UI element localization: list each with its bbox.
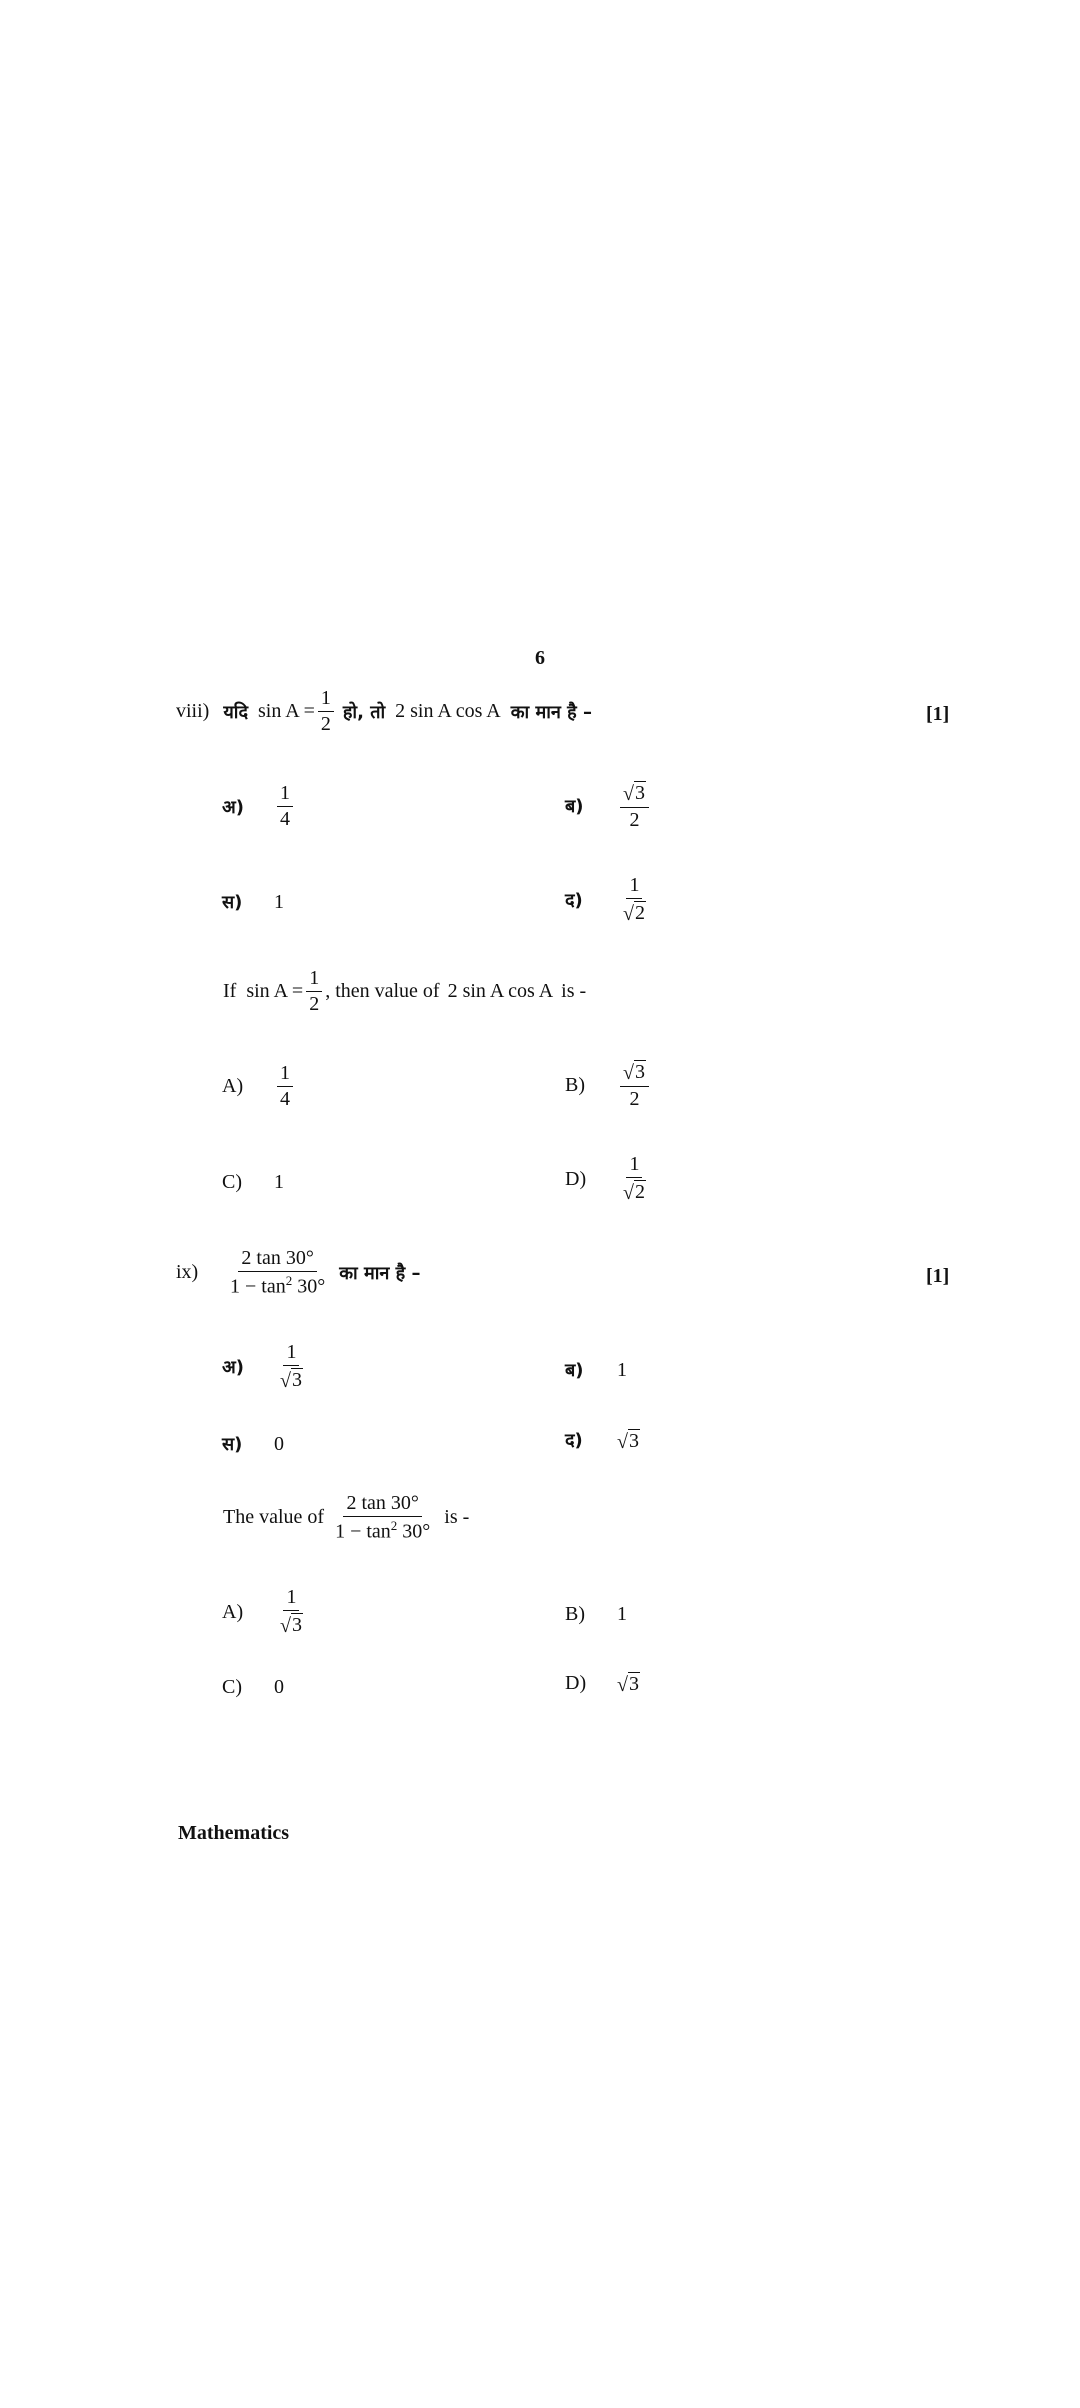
option-label: D) — [565, 1167, 587, 1190]
radicand: 3 — [291, 1614, 302, 1636]
option-d — [565, 1154, 652, 1204]
fraction-half — [306, 968, 322, 1015]
sin-expression: sin A = — [258, 700, 315, 722]
sqrt-icon: √ 3 — [280, 1614, 302, 1637]
fraction-numerator: 1 — [626, 1154, 642, 1178]
radicand: 2 — [634, 1181, 645, 1203]
fraction — [277, 1342, 306, 1392]
hindi-text: का मान है – — [510, 701, 592, 723]
option-label: C) — [222, 1676, 242, 1698]
fraction-numerator — [620, 781, 649, 808]
fraction — [620, 875, 649, 925]
option-value: 1 — [274, 890, 284, 913]
option-c — [222, 1676, 284, 1699]
option-label: B) — [565, 1073, 585, 1096]
fraction-denominator: 4 — [280, 1088, 290, 1110]
fraction-denominator — [332, 1517, 433, 1543]
option-label: स) — [222, 892, 243, 913]
fraction-numerator: 1 — [277, 1063, 293, 1087]
fraction — [620, 1060, 649, 1110]
fraction-denominator: 2 — [629, 809, 640, 831]
option-label: द) — [565, 890, 583, 911]
exponent: 2 — [390, 1518, 398, 1533]
option-a — [222, 1587, 309, 1637]
sqrt-icon: √ 2 — [623, 1181, 645, 1204]
radicand: 3 — [634, 782, 645, 804]
option-b — [565, 1060, 652, 1110]
hindi-text: हो, तो — [342, 701, 386, 723]
footer-subject: Mathematics — [178, 1822, 290, 1844]
fraction-numerator: 1 — [283, 1342, 299, 1366]
option-c — [222, 890, 284, 914]
sqrt-icon: √ 3 — [623, 782, 645, 805]
option-a — [222, 783, 296, 830]
fraction-denominator: 2 — [629, 1088, 640, 1110]
fraction-numerator — [620, 1060, 649, 1087]
denominator-part: 1 − tan — [230, 1275, 286, 1298]
option-d — [565, 875, 652, 925]
fraction-numerator: 1 — [306, 968, 322, 992]
fraction-numerator: 2 tan 30° — [238, 1248, 316, 1272]
fraction — [277, 1587, 306, 1637]
fraction-denominator — [620, 1178, 649, 1204]
fraction-denominator: 2 — [309, 993, 320, 1015]
option-b — [565, 1358, 627, 1382]
english-text: is - — [561, 980, 587, 1002]
english-text: is - — [444, 1506, 470, 1529]
question-number: ix) — [176, 1261, 199, 1284]
sqrt-icon: √ 3 — [623, 1061, 645, 1084]
english-text: If — [223, 980, 237, 1002]
option-d — [565, 1428, 640, 1452]
option-c — [222, 1432, 284, 1456]
fraction-denominator: 2 — [320, 713, 331, 735]
fraction — [277, 783, 293, 830]
option-a — [222, 1342, 309, 1392]
marks-badge: [1] — [926, 1265, 950, 1287]
option-value: 1 — [617, 1603, 627, 1625]
option-value: 0 — [274, 1432, 284, 1455]
question-number: viii) — [176, 700, 210, 722]
fraction-numerator: 1 — [318, 688, 334, 712]
sqrt-icon: √ 2 — [623, 902, 645, 925]
option-b — [565, 781, 652, 831]
option-value: 1 — [274, 1171, 284, 1193]
fraction-denominator — [620, 899, 649, 925]
fraction-tan — [227, 1248, 328, 1298]
fraction-numerator: 1 — [626, 875, 642, 899]
question-8-english — [223, 968, 586, 1015]
option-label: B) — [565, 1603, 585, 1625]
question-9-english — [223, 1493, 469, 1543]
option-c — [222, 1171, 284, 1194]
fraction-numerator: 1 — [283, 1587, 299, 1611]
option-value: 0 — [274, 1676, 284, 1698]
question-9-hindi — [176, 1248, 420, 1298]
option-label: अ) — [222, 796, 244, 818]
radicand: 3 — [628, 1429, 639, 1452]
english-text: , then value of — [325, 980, 440, 1002]
denominator-part: 30° — [397, 1520, 431, 1543]
option-label: ब) — [565, 1360, 584, 1381]
fraction-numerator: 2 tan 30° — [343, 1493, 421, 1517]
option-value: 1 — [617, 1358, 627, 1381]
radicand: 3 — [628, 1673, 639, 1695]
fraction-denominator — [277, 1366, 306, 1392]
option-label: अ) — [222, 1357, 244, 1378]
sin-expression: sin A = — [246, 980, 304, 1002]
fraction-numerator: 1 — [277, 783, 293, 807]
option-label: A) — [222, 1075, 244, 1097]
fraction — [620, 1154, 649, 1204]
option-label: द) — [565, 1430, 583, 1451]
option-label: D) — [565, 1672, 587, 1694]
denominator-part: 30° — [292, 1275, 326, 1298]
option-b — [565, 1603, 627, 1626]
expression: 2 sin A cos A — [447, 980, 554, 1002]
option-d — [565, 1672, 640, 1695]
option-label: A) — [222, 1600, 244, 1623]
radicand: 3 — [291, 1369, 302, 1391]
marks-badge: [1] — [926, 703, 950, 725]
fraction-denominator — [277, 1611, 306, 1637]
fraction-tan — [332, 1493, 433, 1543]
option-label: ब) — [565, 796, 584, 817]
question-8-hindi — [176, 688, 592, 735]
english-text: The value of — [223, 1506, 325, 1529]
expression: 2 sin A cos A — [395, 700, 501, 722]
fraction-denominator — [227, 1272, 328, 1298]
fraction — [277, 1063, 293, 1110]
exponent: 2 — [285, 1273, 293, 1288]
sqrt-icon: √ 3 — [617, 1429, 639, 1453]
radicand: 2 — [634, 902, 645, 924]
option-a — [222, 1063, 296, 1110]
hindi-text: यदि — [223, 701, 249, 723]
sqrt-icon: √ 3 — [280, 1369, 302, 1392]
radicand: 3 — [634, 1061, 645, 1083]
option-label: C) — [222, 1171, 242, 1193]
fraction-half — [318, 688, 334, 735]
fraction — [620, 781, 649, 831]
sqrt-icon: √ 3 — [617, 1673, 639, 1696]
option-label: स) — [222, 1434, 243, 1455]
hindi-text: का मान है – — [339, 1262, 421, 1284]
page-number: 6 — [535, 647, 545, 669]
denominator-part: 1 − tan — [335, 1520, 391, 1543]
fraction-denominator: 4 — [280, 808, 290, 830]
